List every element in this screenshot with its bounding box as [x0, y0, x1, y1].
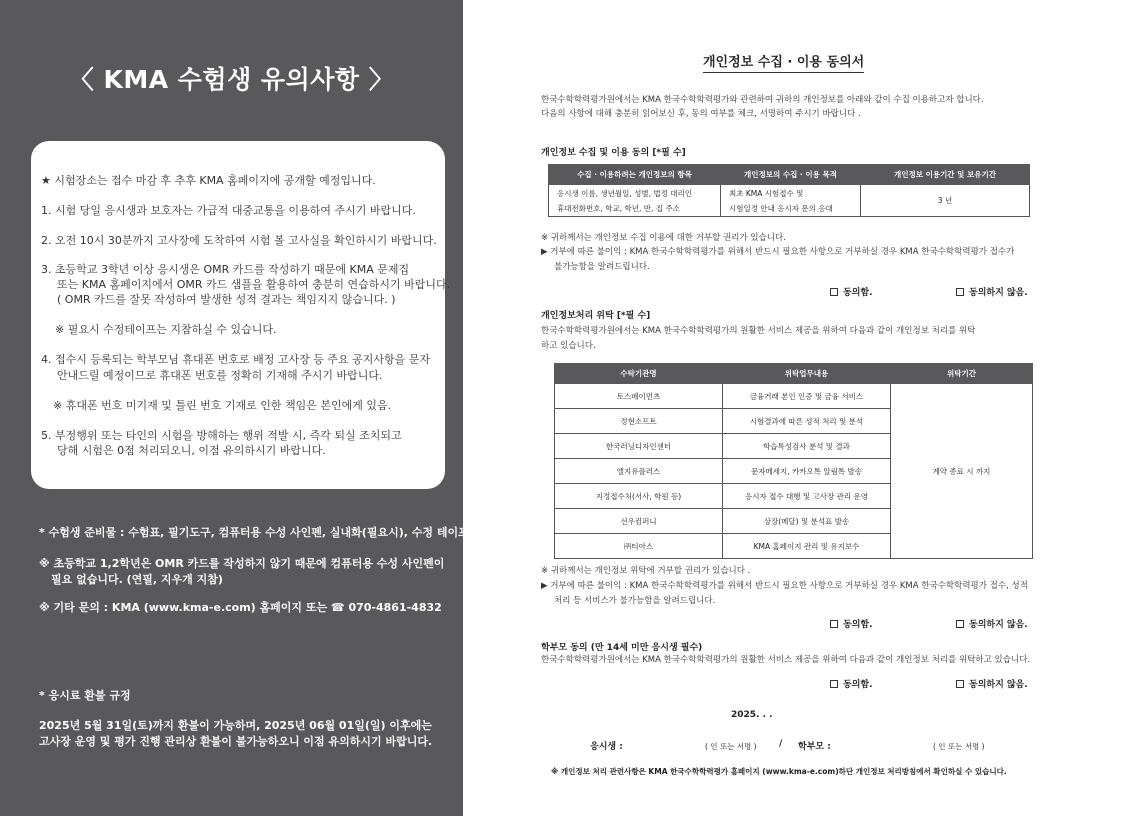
notice-5-line1: 5. 부정행위 또는 타인의 시험을 방해하는 행위 적발 시, 즉각 퇴실 조치되고 — [41, 429, 402, 442]
t2-header-task: 위탁업무내용 — [723, 364, 891, 384]
supplies-text: * 수험생 준비물 : 수험표, 필기도구, 컴퓨터용 수성 사인펜, 실내화(필요시), 수정 테이프 — [39, 526, 469, 539]
table-row — [549, 185, 1030, 217]
t1-items-line2: 휴대전화번호, 학교, 학년, 반, 집 주소 — [557, 203, 680, 213]
delegation-table — [554, 363, 1033, 559]
notice-4-note: ※ 휴대폰 번호 미기재 및 틀린 번호 기재로 인한 책임은 본인에게 있음. — [53, 399, 392, 412]
checkbox-square[interactable] — [956, 288, 964, 296]
agree-label: 동의함. — [843, 288, 873, 298]
sec2-disagree-checkbox[interactable] — [956, 617, 1028, 630]
table-row — [555, 384, 1033, 409]
t2-header-period: 위탁기간 — [891, 364, 1033, 384]
t2-org-cell: 정현소프트 — [555, 409, 723, 434]
disagree-label: 동의하지 않음. — [969, 620, 1028, 630]
sec2-agree-checkbox[interactable] — [830, 617, 873, 630]
parent-sign-hint[interactable] — [933, 741, 985, 752]
t2-org-cell: 지정접수처(서사, 학원 등) — [555, 484, 723, 509]
intro-line2: 다음의 사항에 대해 충분히 읽어보신 후, 동의 여부를 체크, 서명하여 주시기 바랍니다 . — [541, 109, 861, 119]
sec2-note2: ▶ 거부에 따른 불이익 : KMA 한국수학학력평가를 위해서 반드시 필요한 사항으로 거부하실 경우 KMA 한국수학학력평가 접수, 성적 — [541, 581, 1028, 591]
t2-task-cell: 문자메세지, 카카오톡 알림톡 발송 — [723, 459, 891, 484]
sec1-note1: ※ 귀하께서는 개인정보 수집 이용에 대한 거부할 권리가 있습니다. — [541, 233, 786, 243]
t1-header-items: 수집 · 이용하려는 개인정보의 항목 — [549, 165, 721, 185]
notice-4-line2: 안내드릴 예정이므로 휴대폰 번호를 정확히 기재해 주시기 바랍니다. — [57, 369, 383, 382]
checkbox-square[interactable] — [956, 620, 964, 628]
consent-title: 개인정보 수집 · 이용 동의서 — [703, 51, 864, 73]
refund-title: * 응시료 환불 규정 — [39, 689, 131, 702]
sec1-note2: ▶ 거부에 따른 불이익 : KMA 한국수학학력평가를 위해서 반드시 필요한 사항으로 거부하실 경우 KMA 한국수학학력평가 접수가 — [541, 247, 1015, 257]
grade12-line2: 필요 없습니다. (연필, 지우개 지참) — [51, 573, 223, 586]
t1-purpose-cell — [721, 185, 861, 217]
t1-period-cell: 3 년 — [861, 185, 1030, 217]
slash-divider: / — [779, 739, 783, 749]
t1-purpose-line1: 최초 KMA 시험접수 및 — [729, 188, 804, 198]
disagree-label: 동의하지 않음. — [969, 288, 1028, 298]
t2-task-cell: 상장(메달) 및 분석표 발송 — [723, 509, 891, 534]
t2-task-cell: 금융거래 본인 인증 및 금융 서비스 — [723, 384, 891, 409]
t2-task-cell: 응시자 접수 대행 및 고사장 관리 운영 — [723, 484, 891, 509]
checkbox-square[interactable] — [830, 288, 838, 296]
t2-period-cell: 계약 종료 시 까지 — [891, 384, 1033, 559]
notice-2: 2. 오전 10시 30분까지 고사장에 도착하여 시험 볼 고사실을 확인하시기 바랍니다. — [41, 234, 437, 247]
t2-org-cell: 엘지유플러스 — [555, 459, 723, 484]
footer-note: ※ 개인정보 처리 관련사항은 KMA 한국수학학력평가 홈페이지 (www.kma-e.com)하단 개인정보 처리방침에서 확인하실 수 있습니다. — [551, 767, 1007, 776]
refund-line2: 고사장 운영 및 평가 진행 관리상 환불이 불가능하오니 이점 유의하시기 바랍니다. — [39, 735, 433, 748]
t2-task-cell: 시험결과에 따른 성적 처리 및 분석 — [723, 409, 891, 434]
sec1-note3: 불가능함을 알려드립니다. — [554, 262, 650, 272]
notice-3-line2: 또는 KMA 홈페이지에서 OMR 카드 샘플을 활용하여 충분히 연습하시기 바랍니다. — [57, 278, 451, 291]
sign-hint-text: ( 인 또는 서명 ) — [933, 742, 985, 751]
disagree-label: 동의하지 않음. — [969, 680, 1028, 690]
notice-3-line1: 3. 초등학교 3학년 이상 응시생은 OMR 카드를 작성하기 때문에 KMA 문제집 — [41, 263, 410, 276]
checkbox-square[interactable] — [956, 680, 964, 688]
t2-header-org: 수탁기관명 — [555, 364, 723, 384]
agree-label: 동의함. — [843, 680, 873, 690]
sec3-agree-checkbox[interactable] — [830, 677, 873, 690]
checkbox-square[interactable] — [830, 680, 838, 688]
sec2-note3: 처리 등 서비스가 불가능함을 알려드립니다. — [554, 596, 716, 606]
left-title: 〈 KMA 수험생 유의사항 〉 — [68, 65, 395, 94]
grade12-line1: ※ 초등학교 1,2학년은 OMR 카드를 작성하지 않기 때문에 컴퓨터용 수성 사인펜이 — [39, 557, 445, 570]
section2-title: 개인정보처리 위탁 [*필 수] — [541, 311, 651, 321]
t2-org-cell: 토스페이먼츠 — [555, 384, 723, 409]
intro-line1: 한국수학학력평가원에서는 KMA 한국수학학력평가와 관련하여 귀하의 개인정보를 아래와 같이 수집 이용하고자 합니다. — [541, 95, 984, 105]
date-field[interactable]: 2025. . . — [731, 710, 773, 720]
sec1-disagree-checkbox[interactable] — [956, 285, 1028, 298]
t1-items-cell — [549, 185, 721, 217]
t1-items-line1: 응시생 이름, 생년월일, 성별, 법정 대리인 — [557, 188, 692, 198]
t2-org-cell: ㈜티아스 — [555, 534, 723, 559]
notice-1: 1. 시험 당일 응시생과 보호자는 가급적 대중교통을 이용하여 주시기 바랍니다. — [41, 204, 416, 217]
sec3-disagree-checkbox[interactable] — [956, 677, 1028, 690]
sec2-note1: ※ 귀하께서는 개인정보 위탁에 거부할 권리가 있습니다 . — [541, 566, 751, 576]
sec2-desc1: 한국수학학력평가원에서는 KMA 한국수학학력평가의 원활한 서비스 제공을 위하여 다음과 같이 개인정보 처리를 위탁 — [541, 326, 976, 336]
grade12-note — [39, 556, 444, 588]
sec3-desc: 한국수학학력평가원에서는 KMA 한국수학학력평가의 원활한 서비스 제공을 위하여 다음과 같이 개인정보 처리를 위탁하고 있습니다. — [541, 655, 1031, 665]
t1-purpose-line2: 시험일정 안내 응시자 문의 응대 — [729, 203, 833, 213]
t2-task-cell: KMA 홈페이지 관리 및 유지보수 — [723, 534, 891, 559]
inquiry-text: ※ 기타 문의 : KMA (www.kma-e.com) 홈페이지 또는 ☎ 070-4861-4832 — [39, 601, 442, 614]
agree-label: 동의함. — [843, 620, 873, 630]
sec1-agree-checkbox[interactable] — [830, 285, 873, 298]
t2-org-cell: 선우컴퍼니 — [555, 509, 723, 534]
sec2-desc2: 하고 있습니다. — [541, 341, 596, 351]
t1-header-period: 개인정보 이용기간 및 보유기간 — [861, 165, 1030, 185]
refund-line1: 2025년 5월 31일(토)까지 환불이 가능하며, 2025년 06월 01일(일) 이후에는 — [39, 719, 432, 732]
left-panel — [0, 0, 469, 816]
collection-table — [548, 164, 1030, 217]
t2-task-cell: 학습특성검사 분석 및 결과 — [723, 434, 891, 459]
checkbox-square[interactable] — [830, 620, 838, 628]
section3-title: 학부모 동의 (만 14세 미만 응시생 필수) — [541, 643, 703, 653]
notice-3-note: ※ 필요시 수정테이프는 지참하실 수 있습니다. — [55, 323, 277, 336]
sign-hint-text: ( 인 또는 서명 ) — [705, 742, 757, 751]
notice-box — [31, 141, 451, 489]
student-label: 응시생 : — [590, 742, 623, 752]
notice-star: ★ 시험장소는 접수 마감 후 추후 KMA 홈페이지에 공개할 예정입니다. — [41, 174, 376, 187]
t2-org-cell: 한국러닝디자인센터 — [555, 434, 723, 459]
notice-3-line3: ( OMR 카드를 잘못 작성하여 발생한 성적 결과는 책임지지 않습니다. ) — [57, 293, 396, 306]
notice-4-line1: 4. 접수시 등록되는 학부모님 휴대폰 번호로 배정 고사장 등 주요 공지사항을 문자 — [41, 353, 430, 366]
section1-title: 개인정보 수집 및 이용 동의 [*필 수] — [541, 148, 686, 158]
notice-5-line2: 당해 시험은 0점 처리되오니, 이점 유의하시기 바랍니다. — [57, 444, 326, 457]
student-sign-hint[interactable] — [705, 741, 757, 752]
t1-header-purpose: 개인정보의 수집 · 이용 목적 — [721, 165, 861, 185]
parent-label: 학부모 : — [798, 742, 831, 752]
